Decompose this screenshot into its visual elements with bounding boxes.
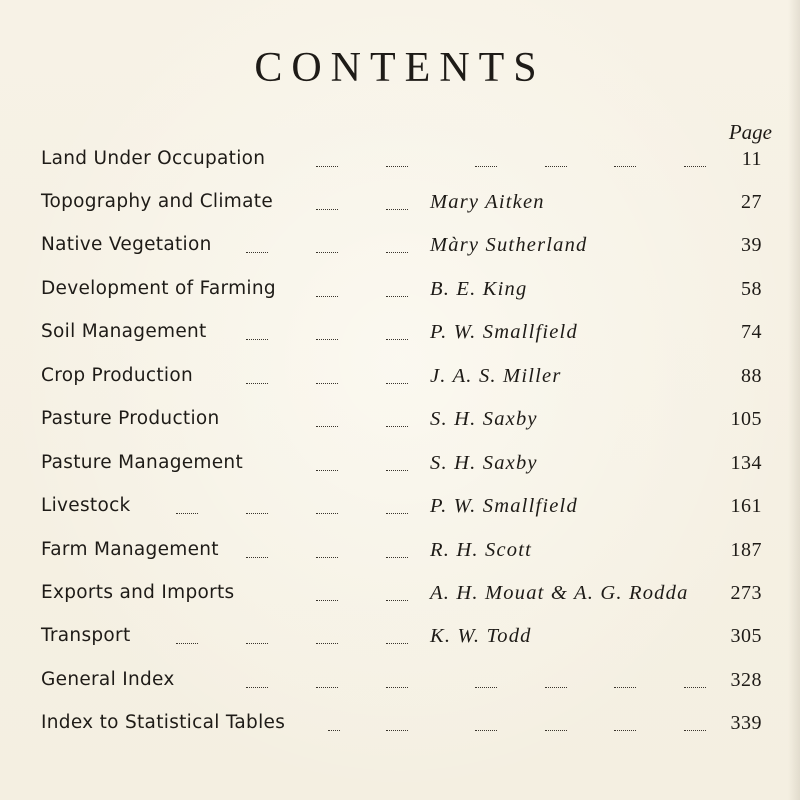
leader-dots xyxy=(614,685,636,688)
leader-dots xyxy=(386,728,408,731)
chapter-title: General Index xyxy=(41,669,175,690)
chapter-title: Development of Farming xyxy=(41,278,276,299)
leader-dots xyxy=(475,164,497,167)
page-number: 161 xyxy=(730,495,762,517)
leader-dots xyxy=(176,511,198,514)
leader-dots xyxy=(545,164,567,167)
leader-dots xyxy=(246,555,268,558)
leader-dots xyxy=(246,250,268,253)
chapter-author: K. W. Todd xyxy=(430,625,532,647)
leader-dots xyxy=(246,641,268,644)
leader-dots xyxy=(316,511,338,514)
page-column-header: Page xyxy=(728,120,772,144)
leader-dots xyxy=(316,294,338,297)
toc-entry xyxy=(0,365,800,395)
leader-dots xyxy=(316,641,338,644)
chapter-title: Farm Management xyxy=(41,539,219,560)
leader-dots xyxy=(316,555,338,558)
leader-dots xyxy=(475,685,497,688)
leader-dots xyxy=(246,381,268,384)
page-number: 187 xyxy=(730,539,762,561)
chapter-author: B. E. King xyxy=(430,278,528,300)
leader-dots xyxy=(545,728,567,731)
toc-entry xyxy=(0,495,800,525)
leader-dots xyxy=(176,641,198,644)
page-number: 105 xyxy=(730,408,762,430)
leader-dots xyxy=(386,641,408,644)
page-number: 339 xyxy=(730,712,762,734)
leader-dots xyxy=(545,685,567,688)
page-number: 273 xyxy=(730,582,762,604)
toc-entry xyxy=(0,452,800,482)
leader-dots xyxy=(386,294,408,297)
toc-entry xyxy=(0,148,800,178)
leader-dots xyxy=(386,424,408,427)
chapter-title: Native Vegetation xyxy=(41,234,212,255)
leader-dots xyxy=(386,555,408,558)
page-number: 328 xyxy=(730,669,762,691)
page-number: 88 xyxy=(741,365,762,387)
leader-dots xyxy=(475,728,497,731)
leader-dots xyxy=(386,337,408,340)
leader-dots xyxy=(684,164,706,167)
chapter-title: Soil Management xyxy=(41,321,207,342)
page-number: 39 xyxy=(741,234,762,256)
toc-entry xyxy=(0,321,800,351)
toc-entry xyxy=(0,539,800,569)
toc-entry xyxy=(0,234,800,264)
leader-dots xyxy=(316,164,338,167)
toc-entry xyxy=(0,408,800,438)
leader-dots xyxy=(684,685,706,688)
toc-entry xyxy=(0,278,800,308)
page-number: 11 xyxy=(741,148,762,170)
chapter-title: Topography and Climate xyxy=(41,191,273,212)
leader-dots xyxy=(386,598,408,601)
leader-dots xyxy=(614,728,636,731)
leader-dots xyxy=(386,164,408,167)
page-number: 58 xyxy=(741,278,762,300)
leader-dots xyxy=(246,685,268,688)
chapter-title: Exports and Imports xyxy=(41,582,235,603)
toc-entry xyxy=(0,669,800,699)
leader-dots xyxy=(316,337,338,340)
leader-dots xyxy=(246,511,268,514)
chapter-author: P. W. Smallfield xyxy=(430,321,578,343)
contents-title: CONTENTS xyxy=(254,45,546,91)
chapter-author: S. H. Saxby xyxy=(430,452,538,474)
leader-dots xyxy=(386,685,408,688)
leader-dots xyxy=(386,207,408,210)
chapter-author: Mary Aitken xyxy=(430,191,545,213)
leader-dots xyxy=(316,381,338,384)
leader-dots xyxy=(316,685,338,688)
leader-dots xyxy=(386,468,408,471)
chapter-author: P. W. Smallfield xyxy=(430,495,578,517)
page-number: 74 xyxy=(741,321,762,343)
chapter-title: Land Under Occupation xyxy=(41,148,266,169)
chapter-author: A. H. Mouat & A. G. Rodda xyxy=(430,582,689,604)
leader-dots xyxy=(614,164,636,167)
toc-entry xyxy=(0,191,800,221)
leader-dots xyxy=(316,468,338,471)
chapter-author: Màry Sutherland xyxy=(430,234,588,256)
leader-dots xyxy=(386,250,408,253)
chapter-title: Pasture Management xyxy=(41,452,244,473)
chapter-title: Pasture Production xyxy=(41,408,220,429)
leader-dots xyxy=(316,598,338,601)
chapter-author: J. A. S. Miller xyxy=(430,365,562,387)
chapter-author: R. H. Scott xyxy=(430,539,533,561)
leader-dots xyxy=(386,511,408,514)
toc-entry xyxy=(0,712,800,742)
chapter-title: Livestock xyxy=(41,495,131,516)
toc-entry xyxy=(0,625,800,655)
leader-dots xyxy=(684,728,706,731)
leader-dots xyxy=(316,207,338,210)
chapter-title: Index to Statistical Tables xyxy=(41,712,286,733)
page-number: 305 xyxy=(730,625,762,647)
chapter-title: Transport xyxy=(41,625,131,646)
leader-dots xyxy=(386,381,408,384)
leader-dots xyxy=(316,250,338,253)
leader-dots xyxy=(328,728,340,731)
page-number: 27 xyxy=(741,191,762,213)
toc-entry xyxy=(0,582,800,612)
chapter-title: Crop Production xyxy=(41,365,193,386)
leader-dots xyxy=(246,337,268,340)
page-number: 134 xyxy=(730,452,762,474)
chapter-author: S. H. Saxby xyxy=(430,408,538,430)
leader-dots xyxy=(316,424,338,427)
